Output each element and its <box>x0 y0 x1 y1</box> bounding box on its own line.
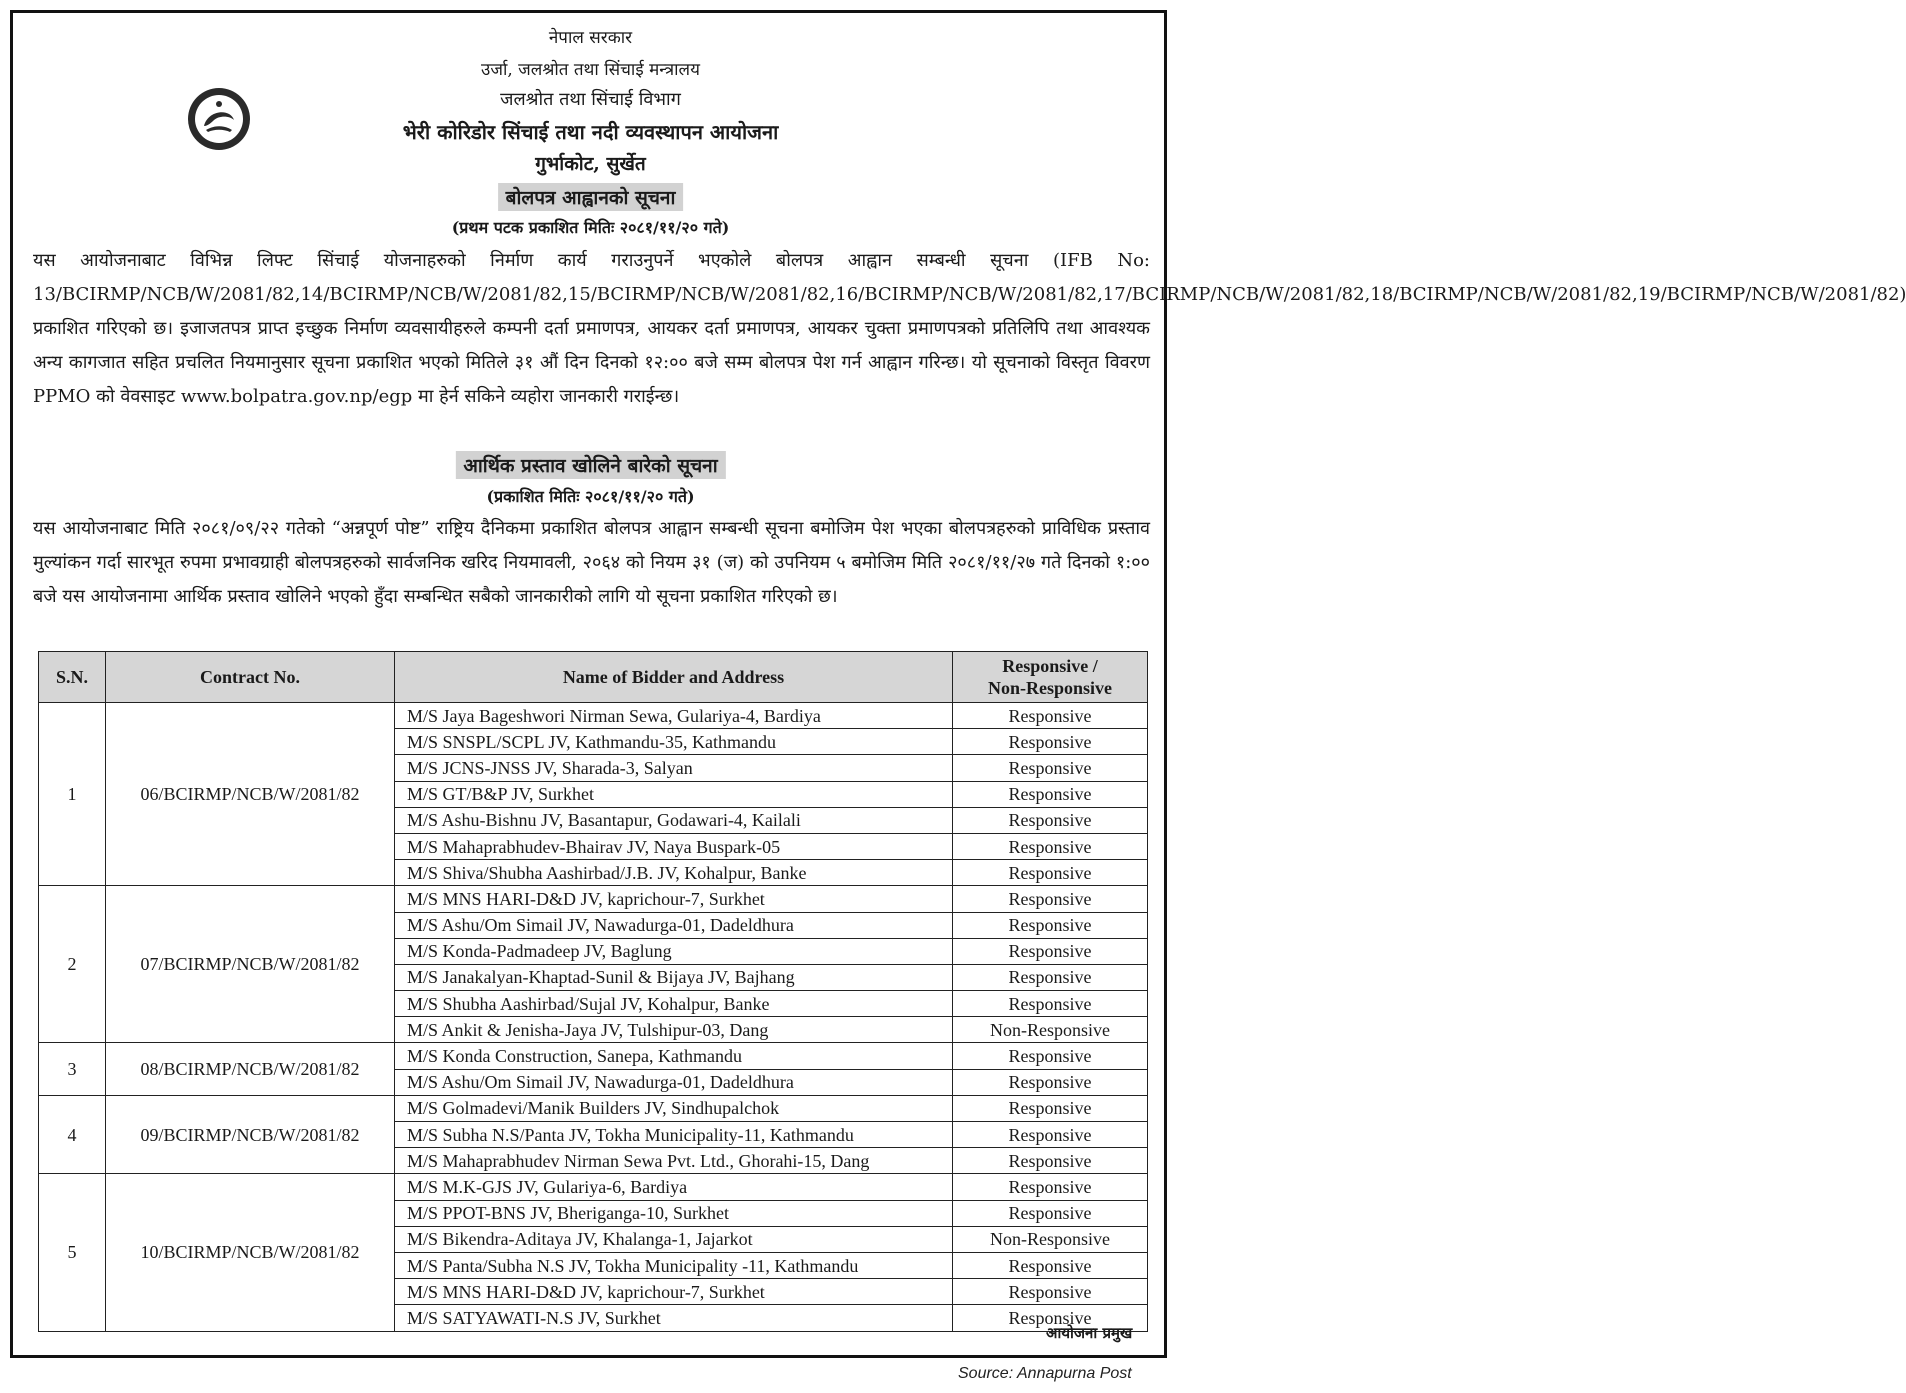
cell-bidder: M/S Ashu/Om Simail JV, Nawadurga-01, Dadeldhura <box>395 1069 953 1095</box>
table-row <box>39 1095 1148 1121</box>
cell-bidder: M/S Mahaprabhudev-Bhairav JV, Naya Buspark-05 <box>395 833 953 859</box>
cell-status: Responsive <box>953 1174 1148 1200</box>
header-project: भेरी कोरिडोर सिंचाई तथा नदी व्यवस्थापन आयोजना <box>402 120 779 144</box>
notice1-body: यस आयोजनाबाट विभिन्न लिफ्ट सिंचाई योजनाहरुको निर्माण कार्य गराउनुपर्ने भएकोले बोलपत्र आह्वान सम्बन्धी सूचना (IFB No: 13/BCIRMP/NCB/W/2081/82,14/BCIRMP/NCB/W/2081/82,15/BCIRMP/NCB/W/2081/82,16/BCIRMP/NCB/W/2081/82,17/BCIRMP/NCB/W/2081/82,18/BCIRMP/NCB/W/2081/82,19/BCIRMP/NCB/W/2081/82) प्रकाशित गरिएको छ। इजाजतपत्र प्राप्त इच्छुक निर्माण व्यवसायीहरुले कम्पनी दर्ता प्रमाणपत्र, आयकर दर्ता प्रमाणपत्र, आयकर चुक्ता प्रमाणपत्रको प्रतिलिपि तथा आवश्यक अन्य कागजात सहित प्रचलित नियमानुसार सूचना प्रकाशित भएको मितिले ३१ औं दिन दिनको १२:०० बजे सम्म बोलपत्र पेश गर्न आह्वान गरिन्छ। यो सूचनाको विस्तृत विवरण PPMO को वेवसाइट www.bolpatra.gov.np/egp मा हेर्न सकिने व्यहोरा जानकारी गराईन्छ। <box>33 250 1906 407</box>
cell-sn: 4 <box>39 1095 106 1174</box>
cell-status: Responsive <box>953 886 1148 912</box>
cell-sn: 2 <box>39 886 106 1043</box>
cell-status: Responsive <box>953 703 1148 729</box>
cell-contract-no: 10/BCIRMP/NCB/W/2081/82 <box>106 1174 395 1331</box>
header-government: नेपाल सरकार <box>548 28 633 48</box>
bidder-table <box>38 651 1148 1332</box>
cell-contract-no: 08/BCIRMP/NCB/W/2081/82 <box>106 1043 395 1095</box>
cell-status: Responsive <box>953 1305 1148 1331</box>
header-status-line1: Responsive / <box>1002 656 1098 676</box>
cell-contract-no: 06/BCIRMP/NCB/W/2081/82 <box>106 703 395 886</box>
header-status <box>953 652 1148 703</box>
cell-status: Responsive <box>953 1148 1148 1174</box>
cell-sn: 1 <box>39 703 106 886</box>
cell-status: Responsive <box>953 964 1148 990</box>
cell-bidder: M/S Bikendra-Aditaya JV, Khalanga-1, Jajarkot <box>395 1226 953 1252</box>
cell-status: Responsive <box>953 912 1148 938</box>
cell-bidder: M/S Ankit & Jenisha-Jaya JV, Tulshipur-03, Dang <box>395 1017 953 1043</box>
cell-status: Responsive <box>953 1200 1148 1226</box>
table-body <box>39 703 1148 1332</box>
cell-bidder: M/S Ashu/Om Simail JV, Nawadurga-01, Dadeldhura <box>395 912 953 938</box>
cell-bidder: M/S Jaya Bageshwori Nirman Sewa, Gulariya-4, Bardiya <box>395 703 953 729</box>
table-row <box>39 886 1148 912</box>
table-row <box>39 1043 1148 1069</box>
header-sn: S.N. <box>39 652 106 703</box>
cell-status: Responsive <box>953 860 1148 886</box>
notice2-body: यस आयोजनाबाट मिति २०८१/०९/२२ गतेको “अन्नपूर्ण पोष्ट” राष्ट्रिय दैनिकमा प्रकाशित बोलपत्र आह्वान सम्बन्धी सूचना बमोजिम पेश भएका बोलपत्रहरुको प्राविधिक प्रस्ताव मुल्यांकन गर्दा सारभूत रुपमा प्रभावग्राही बोलपत्रहरुको सार्वजनिक खरिद नियमावली, २०६४ को नियम ३१ (ज) को उपनियम ५ बमोजिम मिति २०८१/११/२७ गते दिनको १:०० बजे यस आयोजनामा आर्थिक प्रस्ताव खोलिने भएको हुँदा सम्बन्धित सबैको जानकारीको लागि यो सूचना प्रकाशित गरिएको छ। <box>33 518 1150 607</box>
cell-bidder: M/S SATYAWATI-N.S JV, Surkhet <box>395 1305 953 1331</box>
source-credit: Source: Annapurna Post <box>958 1365 1132 1382</box>
table-header-row <box>39 652 1148 703</box>
cell-bidder: M/S Shubha Aashirbad/Sujal JV, Kohalpur, Banke <box>395 991 953 1017</box>
cell-status: Responsive <box>953 1043 1148 1069</box>
cell-status: Responsive <box>953 781 1148 807</box>
cell-status: Responsive <box>953 1069 1148 1095</box>
cell-status: Responsive <box>953 1122 1148 1148</box>
cell-status: Responsive <box>953 991 1148 1017</box>
cell-sn: 3 <box>39 1043 106 1095</box>
cell-bidder: M/S Subha N.S/Panta JV, Tokha Municipality-11, Kathmandu <box>395 1122 953 1148</box>
signature: आयोजना प्रमुख <box>1046 1324 1133 1342</box>
cell-bidder: M/S Konda Construction, Sanepa, Kathmandu <box>395 1043 953 1069</box>
cell-sn: 5 <box>39 1174 106 1331</box>
cell-bidder: M/S Panta/Subha N.S JV, Tokha Municipality -11, Kathmandu <box>395 1252 953 1278</box>
cell-contract-no: 07/BCIRMP/NCB/W/2081/82 <box>106 886 395 1043</box>
cell-bidder: M/S Konda-Padmadeep JV, Baglung <box>395 938 953 964</box>
cell-bidder: M/S Golmadevi/Manik Builders JV, Sindhupalchok <box>395 1095 953 1121</box>
table-row <box>39 703 1148 729</box>
cell-status: Responsive <box>953 1095 1148 1121</box>
cell-status: Responsive <box>953 807 1148 833</box>
cell-bidder: M/S SNSPL/SCPL JV, Kathmandu-35, Kathmandu <box>395 729 953 755</box>
cell-status: Responsive <box>953 1252 1148 1278</box>
cell-status: Responsive <box>953 938 1148 964</box>
cell-bidder: M/S PPOT-BNS JV, Bheriganga-10, Surkhet <box>395 1200 953 1226</box>
header-contract-no: Contract No. <box>106 652 395 703</box>
notice2-title: आर्थिक प्रस्ताव खोलिने बारेको सूचना <box>455 451 725 479</box>
cell-status: Responsive <box>953 755 1148 781</box>
cell-status: Responsive <box>953 833 1148 859</box>
header-location: गुर्भाकोट, सुर्खेत <box>535 153 646 175</box>
cell-bidder: M/S Mahaprabhudev Nirman Sewa Pvt. Ltd., Ghorahi-15, Dang <box>395 1148 953 1174</box>
cell-status: Non-Responsive <box>953 1226 1148 1252</box>
cell-bidder: M/S JCNS-JNSS JV, Sharada-3, Salyan <box>395 755 953 781</box>
notice1-date: (प्रथम पटक प्रकाशित मितिः २०८१/११/२० गते) <box>451 218 730 237</box>
cell-bidder: M/S MNS HARI-D&D JV, kaprichour-7, Surkhet <box>395 1279 953 1305</box>
header-status-line2: Non-Responsive <box>987 678 1112 698</box>
header-bidder: Name of Bidder and Address <box>395 652 953 703</box>
notice1-title: बोलपत्र आह्वानको सूचना <box>498 183 684 211</box>
notice2-date: (प्रकाशित मितिः २०८१/११/२० गते) <box>486 487 695 506</box>
cell-bidder: M/S Janakalyan-Khaptad-Sunil & Bijaya JV, Bajhang <box>395 964 953 990</box>
cell-bidder: M/S Shiva/Shubha Aashirbad/J.B. JV, Kohalpur, Banke <box>395 860 953 886</box>
cell-status: Non-Responsive <box>953 1017 1148 1043</box>
cell-bidder: M/S M.K-GJS JV, Gulariya-6, Bardiya <box>395 1174 953 1200</box>
cell-bidder: M/S Ashu-Bishnu JV, Basantapur, Godawari-4, Kailali <box>395 807 953 833</box>
cell-status: Responsive <box>953 1279 1148 1305</box>
table-row <box>39 1174 1148 1200</box>
header-department: जलश्रोत तथा सिंचाई विभाग <box>500 89 681 110</box>
cell-bidder: M/S GT/B&P JV, Surkhet <box>395 781 953 807</box>
cell-bidder: M/S MNS HARI-D&D JV, kaprichour-7, Surkhet <box>395 886 953 912</box>
cell-contract-no: 09/BCIRMP/NCB/W/2081/82 <box>106 1095 395 1174</box>
header-ministry: उर्जा, जलश्रोत तथा सिंचाई मन्त्रालय <box>481 60 700 80</box>
cell-status: Responsive <box>953 729 1148 755</box>
